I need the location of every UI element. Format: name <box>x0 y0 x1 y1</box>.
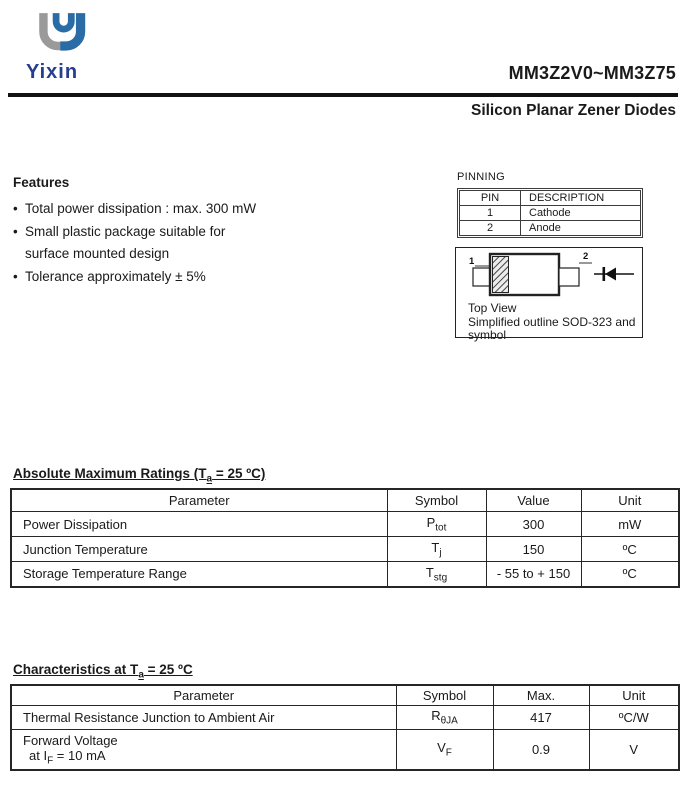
chars-title <box>13 662 680 681</box>
logo-u-icon <box>35 10 89 60</box>
pin-description: Cathode <box>521 206 641 221</box>
parameter-cell: Junction Temperature <box>11 537 387 562</box>
symbol-base: V <box>437 740 446 756</box>
chars-title-sub: a <box>138 669 144 681</box>
unit-cell: ºC <box>581 562 679 587</box>
symbol-sub: tot <box>435 522 447 534</box>
col-header-max: Max. <box>493 685 589 706</box>
unit-cell: ºC/W <box>589 706 679 730</box>
package-caption-outline: Simplified outline SOD-323 and symbol <box>468 314 636 342</box>
symbol-cell <box>387 537 486 562</box>
parameter-cell: Thermal Resistance Junction to Ambient Air <box>11 706 396 730</box>
unit-cell: mW <box>581 512 679 537</box>
col-header-unit: Unit <box>589 685 679 706</box>
chars-header-row <box>11 685 679 706</box>
logo-inner-u <box>56 13 71 29</box>
feature-item <box>13 266 353 289</box>
absmax-title-text: Absolute Maximum Ratings (T <box>13 466 207 481</box>
parameter-cell: Power Dissipation <box>11 512 387 537</box>
col-header-value: Value <box>486 489 581 512</box>
package-outline-box <box>455 247 643 342</box>
condition-text: = 10 mA <box>53 747 106 763</box>
pin-table-header-row <box>460 191 641 206</box>
pinning-label: PINNING <box>457 171 505 183</box>
symbol-sub: θJA <box>440 715 458 727</box>
condition-sub: F <box>47 755 54 767</box>
bullet: • <box>13 201 18 216</box>
table-row <box>460 206 641 221</box>
feature-item-continuation <box>13 243 353 266</box>
brand-logo <box>26 10 121 84</box>
max-cell: 0.9 <box>493 730 589 770</box>
col-header-unit: Unit <box>581 489 679 512</box>
pin-col-header: PIN <box>460 191 521 206</box>
col-header-parameter: Parameter <box>11 685 396 706</box>
value-cell: 300 <box>486 512 581 537</box>
table-row <box>460 221 641 236</box>
symbol-sub: j <box>439 547 442 559</box>
symbol-base: T <box>431 539 440 555</box>
feature-item <box>13 221 353 244</box>
condition-text: at I <box>29 747 48 763</box>
absmax-table <box>10 488 680 588</box>
absmax-title-sub: a <box>206 473 213 485</box>
col-header-symbol: Symbol <box>387 489 486 512</box>
symbol-base: T <box>425 564 434 580</box>
feature-text: Small plastic package suitable for <box>25 223 226 239</box>
feature-text: Tolerance approximately ± 5% <box>25 268 206 284</box>
symbol-base: R <box>431 708 441 724</box>
bullet: • <box>13 268 18 284</box>
pin1-lead <box>473 268 490 286</box>
pin-number: 2 <box>460 221 521 236</box>
part-number-title: MM3Z2V0~MM3Z75 <box>508 63 676 83</box>
package-caption-view: Top View <box>468 301 517 315</box>
absmax-header-row <box>11 489 679 512</box>
parameter-line1: Forward Voltage <box>23 732 118 748</box>
pin-description: Anode <box>521 221 641 236</box>
characteristics-table <box>10 684 680 771</box>
cathode-band <box>493 257 509 293</box>
brand-name: Yixin <box>26 61 79 83</box>
pin2-lead <box>559 268 579 286</box>
feature-text: surface mounted design <box>25 246 170 261</box>
features-heading: Features <box>13 175 70 190</box>
document-subtitle: Silicon Planar Zener Diodes <box>470 102 676 119</box>
pin-table <box>459 190 641 236</box>
symbol-base: P <box>426 514 436 530</box>
parameter-cell: Storage Temperature Range <box>11 562 387 587</box>
symbol-cell <box>396 706 493 730</box>
col-header-parameter: Parameter <box>11 489 387 512</box>
absolute-maximum-ratings-section <box>10 466 680 588</box>
value-cell: 150 <box>486 537 581 562</box>
pin-table-border <box>457 188 643 238</box>
symbol-sub: stg <box>433 572 448 584</box>
parameter-line2 <box>23 748 396 767</box>
symbol-cell <box>387 512 486 537</box>
zener-diode-symbol-icon <box>594 267 634 281</box>
unit-cell: ºC <box>581 537 679 562</box>
chars-title-text: Characteristics at T <box>13 662 139 677</box>
parameter-cell <box>11 730 396 770</box>
max-cell: 417 <box>493 706 589 730</box>
pin-number: 1 <box>460 206 521 221</box>
table-row <box>11 706 679 730</box>
header-rule <box>8 93 678 97</box>
absmax-title-post: = 25 ºC) <box>212 466 266 481</box>
value-cell: - 55 to + 150 <box>486 562 581 587</box>
feature-item <box>13 198 353 221</box>
pin1-label: 1 <box>469 256 475 267</box>
absmax-title <box>13 466 680 485</box>
description-col-header: DESCRIPTION <box>521 191 641 206</box>
chars-title-post: = 25 ºC <box>143 662 193 677</box>
feature-text: Total power dissipation : max. 300 mW <box>25 201 257 216</box>
symbol-sub: F <box>445 747 452 759</box>
bullet: • <box>13 223 18 239</box>
table-row <box>11 512 679 537</box>
characteristics-section <box>10 662 680 771</box>
table-row <box>11 730 679 770</box>
table-row <box>11 537 679 562</box>
table-row <box>11 562 679 587</box>
pin2-label: 2 <box>583 251 589 262</box>
features-section <box>13 175 353 288</box>
symbol-cell <box>387 562 486 587</box>
package-captions <box>468 302 642 343</box>
symbol-cell <box>396 730 493 770</box>
col-header-symbol: Symbol <box>396 685 493 706</box>
package-top-view-diagram <box>456 248 641 300</box>
unit-cell: V <box>589 730 679 770</box>
pinning-section <box>457 171 643 238</box>
